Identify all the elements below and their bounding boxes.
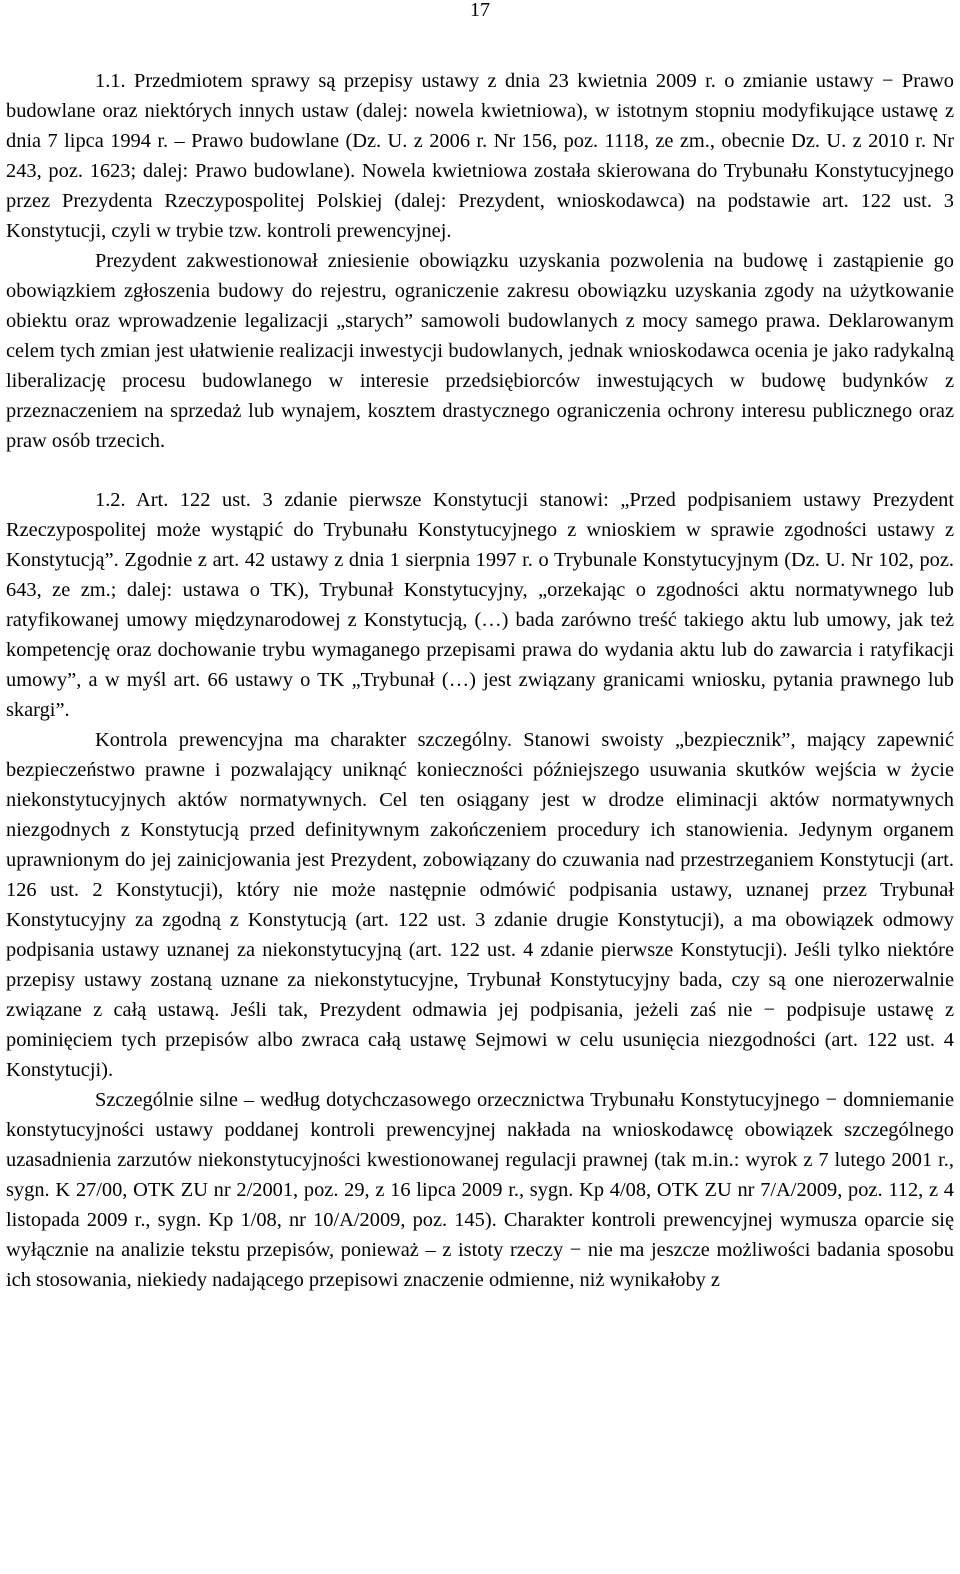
paragraph-president-objections: Prezydent zakwestionował zniesienie obowiązku uzyskania pozwolenia na budowę i zastąpienie go obowiązkiem zgłoszenia budowy do rejestru, ograniczenie zakresu obowiązku uzyskania zgody na użytkowanie obiektu oraz wprowadzenie legalizacji „starych” samowoli budowlanych z mocy samego prawa. Deklarowanym celem tych zmian jest ułatwienie realizacji inwestycji budowlanych, jednak wnioskodawca ocenia je jako radykalną liberalizację procesu budowlanego w interesie przedsiębiorców inwestujących w budowę budynków z przeznaczeniem na sprzedaż lub wynajem, kosztem drastycznego ograniczenia ochrony interesu publicznego oraz praw osób trzecich.: [6, 250, 954, 452]
paragraph-preventive-control: Kontrola prewencyjna ma charakter szczególny. Stanowi swoisty „bezpiecznik”, mający zapewnić bezpieczeństwo prawne i pozwalający uniknąć konieczności późniejszego usuwania skutków wejścia w życie niekonstytucyjnych aktów normatywnych. Cel ten osiągany jest w drodze eliminacji aktów normatywnych niezgodnych z Konstytucją przed definitywnym zakończeniem procedury ich stanowienia. Jedynym organem uprawnionym do jej zainicjowania jest Prezydent, zobowiązany do czuwania nad przestrzeganiem Konstytucji (art. 126 ust. 2 Konstytucji), który nie może następnie odmówić podpisania ustawy, uznanej przez Trybunał Konstytucyjny za zgodną z Konstytucją (art. 122 ust. 3 zdanie drugie Konstytucji), a ma obowiązek odmowy podpisania ustawy uznanej za niekonstytucyjną (art. 122 ust. 4 zdanie pierwsze Konstytucji). Jeśli tylko niektóre przepisy ustawy zostaną uznane za niekonstytucyjne, Trybunał Konstytucyjny bada, czy są one nierozerwalnie związane z całą ustawą. Jeśli tak, Prezydent odmawia jej podpisania, jeżeli zaś nie − podpisuje ustawę z pominięciem tych przepisów albo zwraca całą ustawę Sejmowi w celu usunięcia niezgodności (art. 122 ust. 4 Konstytucji).: [6, 729, 954, 1081]
paragraph-presumption-constitutionality: Szczególnie silne – według dotychczasowego orzecznictwa Trybunału Konstytucyjnego − domniemanie konstytucyjności ustawy poddanej kontroli prewencyjnej nakłada na wnioskodawcę obowiązek szczególnego uzasadnienia zarzutów niekonstytucyjności kwestionowanej regulacji prawnej (tak m.in.: wyrok z 7 lutego 2001 r., sygn. K 27/00, OTK ZU nr 2/2001, poz. 29, z 16 lipca 2009 r., sygn. Kp 4/08, OTK ZU nr 7/A/2009, poz. 112, z 4 listopada 2009 r., sygn. Kp 1/08, nr 10/A/2009, poz. 145). Charakter kontroli prewencyjnej wymusza oparcie się wyłącznie na analizie tekstu przepisów, ponieważ – z istoty rzeczy − nie ma jeszcze możliwości badania sposobu ich stosowania, niekiedy nadającego przepisowi znaczenie odmienne, niż wynikałoby z: [6, 1089, 954, 1291]
page-number: 17: [470, 0, 490, 21]
document-body: [6, 66, 954, 1295]
section-gap: [6, 456, 954, 485]
paragraph-1-2: 1.2. Art. 122 ust. 3 zdanie pierwsze Konstytucji stanowi: „Przed podpisaniem ustawy Prezydent Rzeczypospolitej może wystąpić do Trybunału Konstytucyjnego z wnioskiem w sprawie zgodności ustawy z Konstytucją”. Zgodnie z art. 42 ustawy z dnia 1 sierpnia 1997 r. o Trybunale Konstytucyjnym (Dz. U. Nr 102, poz. 643, ze zm.; dalej: ustawa o TK), Trybunał Konstytucyjny, „orzekając o zgodności aktu normatywnego lub ratyfikowanej umowy międzynarodowej z Konstytucją, (…) bada zarówno treść takiego aktu lub umowy, jak też kompetencję oraz dochowanie trybu wymaganego przepisami prawa do wydania aktu lub do zawarcia i ratyfikacji umowy”, a w myśl art. 66 ustawy o TK „Trybunał (…) jest związany granicami wniosku, pytania prawnego lub skargi”.: [6, 489, 954, 721]
paragraph-1-1: 1.1. Przedmiotem sprawy są przepisy ustawy z dnia 23 kwietnia 2009 r. o zmianie ustawy − Prawo budowlane oraz niektórych innych ustaw (dalej: nowela kwietniowa), w istotnym stopniu modyfikujące ustawę z dnia 7 lipca 1994 r. – Prawo budowlane (Dz. U. z 2006 r. Nr 156, poz. 1118, ze zm., obecnie Dz. U. z 2010 r. Nr 243, poz. 1623; dalej: Prawo budowlane). Nowela kwietniowa została skierowana do Trybunału Konstytucyjnego przez Prezydenta Rzeczypospolitej Polskiej (dalej: Prezydent, wnioskodawca) na podstawie art. 122 ust. 3 Konstytucji, czyli w trybie tzw. kontroli prewencyjnej.: [6, 70, 954, 242]
